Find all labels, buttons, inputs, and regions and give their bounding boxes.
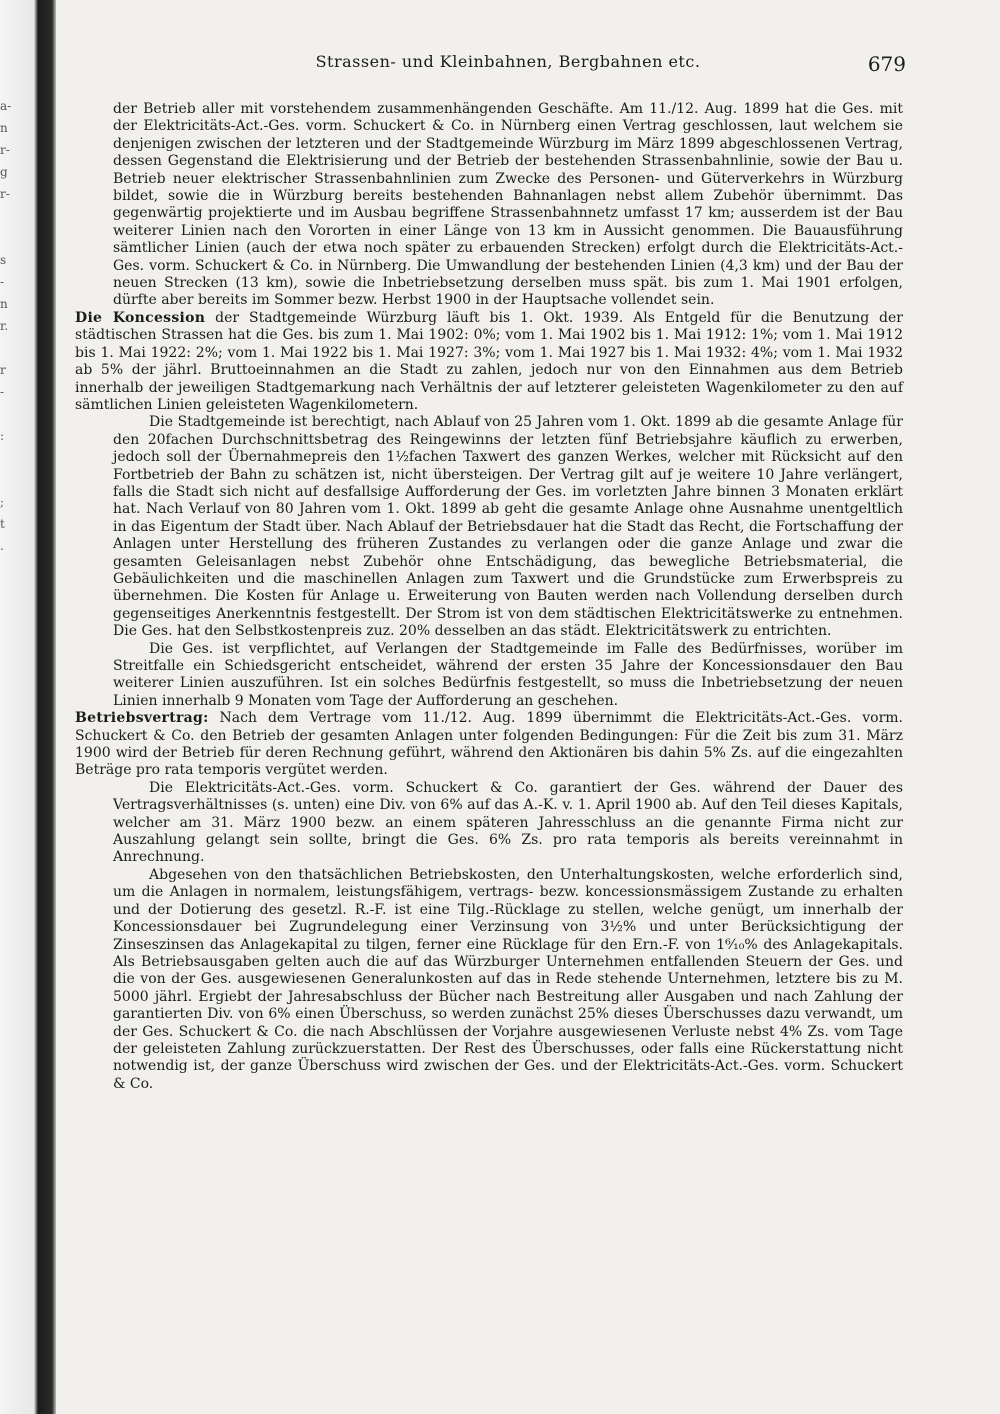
bleed-line: r. bbox=[0, 319, 9, 333]
page-body bbox=[75, 101, 903, 1093]
bleed-line: n bbox=[0, 121, 8, 135]
bleed-line: - bbox=[0, 385, 5, 399]
bleed-line bbox=[0, 469, 14, 491]
paragraph-intro bbox=[113, 101, 903, 310]
paragraph-garantie bbox=[113, 780, 903, 867]
paragraph-betriebsvertrag bbox=[75, 710, 903, 780]
page-number: 679 bbox=[867, 52, 906, 76]
page-header bbox=[110, 52, 906, 78]
bleed-line: r bbox=[0, 363, 6, 377]
section-heading-koncession: Die Koncession bbox=[75, 309, 206, 326]
bleed-line: s bbox=[0, 253, 7, 267]
bleed-line bbox=[0, 337, 14, 359]
bleed-line: ; bbox=[0, 495, 5, 509]
margin-bleed-text bbox=[0, 95, 14, 579]
bleed-line: a- bbox=[0, 99, 12, 113]
bleed-line bbox=[0, 205, 14, 227]
bleed-line bbox=[0, 403, 14, 425]
paragraph-text: Nach dem Vertrage vom 11./12. Aug. 1899 übernimmt die Elektricitäts-Act.-Ges. vorm. Schuckert & Co. den Betrieb der gesamten Anlagen unter folgenden Bedingungen: Für die Zeit bis zum 31. März 1900 wird der Betrieb für deren Rechnung geführt, während den Aktionären bis dahin 5% Zs. auf die eingezahlten Beträge pro rata temporis vergütet werden. bbox=[75, 710, 903, 779]
paragraph-stadtgemeinde bbox=[113, 414, 903, 640]
bleed-line: r- bbox=[0, 187, 10, 201]
bleed-line: . bbox=[0, 539, 4, 553]
paragraph-text: Die Elektricitäts-Act.-Ges. vorm. Schuckert & Co. garantiert der Ges. während der Dauer des Vertragsverhältnisses (s. unten) eine Div. von 6% auf das A.-K. v. 1. April 1900 ab. Auf den Teil dieses Kapitals, welcher am 31. März 1900 bezw. an einem späteren Jahresschluss an die genannte Firma nicht zur Auszahlung gelangt sein sollte, bringt die Ges. 6% Zs. pro rata temporis als bereits vereinnahmt in Anrechnung. bbox=[113, 779, 903, 866]
running-title: Strassen- und Kleinbahnen, Bergbahnen etc. bbox=[315, 52, 701, 71]
paragraph-text: der Stadtgemeinde Würzburg läuft bis 1. Okt. 1939. Als Entgeld für die Benutzung der städtischen Strassen hat die Ges. bis zum 1. Mai 1902: 0%; vom 1. Mai 1902 bis 1. Mai 1912: 1%; vom 1. Mai 1912 bis 1. Mai 1922: 2%; vom 1. Mai 1922 bis 1. Mai 1927: 3%; vom 1. Mai 1927 bis 1. Mai 1932: 4%; vom 1. Mai 1932 ab 5% der jährl. Bruttoeinnahmen an die Stadt zu zahlen, jedoch nur von den Einnahmen aus dem Betrieb innerhalb der jeweiligen Stadtgemarkung nach Verhältnis der auf letzterer geleisteten Wagenkilometer zu den auf sämtlichen Linien geleisteten Wagenkilometern. bbox=[75, 309, 903, 413]
paragraph-betriebskosten bbox=[113, 867, 903, 1093]
bleed-line: t bbox=[0, 517, 5, 531]
bleed-line: g bbox=[0, 165, 8, 179]
bleed-line bbox=[0, 227, 14, 249]
bleed-line: - bbox=[0, 275, 5, 289]
paragraph-text: der Betrieb aller mit vorstehendem zusammenhängenden Geschäfte. Am 11./12. Aug. 1899 hat die Ges. mit der Elektricitäts-Act.-Ges. vorm. Schuckert & Co. in Nürnberg einen Vertrag geschlossen, laut welchem sie denjenigen zwischen der letzteren und der Stadtgemeinde Würzburg im März 1899 abgeschlossenen Vertrag, dessen Gegenstand die Elektrisierung und der Betrieb der bestehenden Strassenbahnlinie, sowie der Bau u. Betrieb neuer elektrischer Strassenbahnlinien zum Zwecke des Personen- und Güterverkehrs in Würzburg bildet, sowie die in Würzburg bereits bestehenden Bahnanlagen nebst allem Zubehör übernimmt. Das gegenwärtig projektierte und im Ausbau begriffene Strassenbahnnetz umfasst 17 km; ausserdem ist der Bau weiterer Linien nach den Vororten in einer Länge von 13 km in Aussicht genommen. Die Bauausführung sämtlicher Linien (auch der etwa noch später zu erbauenden Strecken) erfolgt durch die Elektricitäts-Act.-Ges. vorm. Schuckert & Co. in Nürnberg. Die Umwandlung der bestehenden Linien (4,3 km) und der Bau der neuen Strecken (13 km), sowie die Inbetriebsetzung derselben muss spät. bis zum 1. Mai 1901 erfolgen, dürfte aber bereits im Sommer bezw. Herbst 1900 in der Hauptsache vollendet sein. bbox=[113, 101, 903, 309]
paragraph-text: Die Stadtgemeinde ist berechtigt, nach Ablauf von 25 Jahren vom 1. Okt. 1899 ab die gesamte Anlage für den 20fachen Durchschnittsbetrag des Reingewinns der letzten fünf Betriebsjahre käuflich zu erwerben, jedoch soll der Übernahmepreis den 1½fachen Taxwert des ganzen Werkes, welcher mit Rücksicht auf den Fortbetrieb der Bahn zu schätzen ist, nicht übersteigen. Der Vertrag gilt auf je weitere 10 Jahre verlängert, falls die Stadt sich nicht auf desfallsige Aufforderung der Ges. im vorletzten Jahre binnen 3 Monaten erklärt hat. Nach Verlauf von 80 Jahren vom 1. Okt. 1899 ab geht die gesamte Anlage ohne Ausnahme unentgeltlich in das Eigentum der Stadt über. Nach Ablauf der Betriebsdauer hat die Stadt das Recht, die Fortschaffung der Anlagen unter Herstellung des früheren Zustandes zu verlangen oder die ganze Anlage und zwar die gesamten Geleisanlagen nebst Zubehör ohne Entschädigung, das bewegliche Betriebsmaterial, die Gebäulichkeiten und die maschinellen Anlagen zum Taxwert und die Grundstücke zum Erwerbspreis zu übernehmen. Die Kosten für Anlage u. Erweiterung von Bauten werden nach Vollendung derselben durch gegenseitiges Anerkenntnis festgestellt. Der Strom ist von dem städtischen Elektricitätswerke zu entnehmen. Die Ges. hat den Selbstkostenpreis zuz. 20% desselben an das städt. Elektricitätswerk zu entrichten. bbox=[113, 414, 903, 640]
bleed-line bbox=[0, 557, 14, 579]
bleed-line: r- bbox=[0, 143, 10, 157]
paragraph-koncession bbox=[75, 310, 903, 414]
bleed-line: n bbox=[0, 297, 8, 311]
paragraph-text: Die Ges. ist verpflichtet, auf Verlangen der Stadtgemeinde im Falle des Bedürfnisses, worüber im Streitfalle ein Schiedsgericht entscheidet, während der ersten 35 Jahre der Koncessionsdauer den Bau weiterer Linien auszuführen. Ist ein solches Bedürfnis festgestellt, so muss die Inbetriebsetzung der neuen Linien innerhalb 9 Monaten vom Tage der Aufforderung an geschehen. bbox=[113, 640, 903, 709]
section-heading-betriebsvertrag: Betriebsvertrag: bbox=[75, 710, 209, 727]
paragraph-text: Abgesehen von den thatsächlichen Betriebskosten, den Unterhaltungskosten, welche erforderlich sind, um die Anlagen in normalem, leistungsfähigem, vertrags- bezw. koncessionsmässigem Zustande zu erhalten und der Dotierung des gesetzl. R.-F. ist eine Tilg.-Rücklage zu stellen, welche genügt, um innerhalb der Koncessionsdauer bei Zugrundelegung einer Verzinsung von 3½% und unter Berücksichtigung der Zinseszinsen das Anlagekapital zu tilgen, ferner eine Rücklage für den Ern.-F. von 1⁶⁄₁₀% des Anlagekapitals. Als Betriebsausgaben gelten auch die auf das Würzburger Unternehmen entfallenden Steuern der Ges. und die von der Ges. ausgewiesenen Generalunkosten auf das in Rede stehende Unternehmen, letztere bis zu M. 5000 jährl. Ergiebt der Jahresabschluss der Bücher nach Bestreitung aller Ausgaben und nach Zahlung der garantierten Div. von 6% einen Überschuss, so werden zunächst 25% dieses Überschusses dazu verwandt, um der Ges. Schuckert & Co. die nach Abschlüssen der Vorjahre ausgewiesenen Verluste nebst 4% Zs. vom Tage der geleisteten Zahlung zurückzuerstatten. Der Rest des Überschusses, oder falls eine Rückerstattung nicht notwendig ist, der ganze Überschuss wird zwischen der Ges. und der Elektricitäts-Act.-Ges. vorm. Schuckert & Co. bbox=[113, 866, 903, 1092]
bleed-line: : bbox=[0, 429, 5, 443]
bleed-line bbox=[0, 447, 14, 469]
paragraph-verpflichtung bbox=[113, 641, 903, 711]
